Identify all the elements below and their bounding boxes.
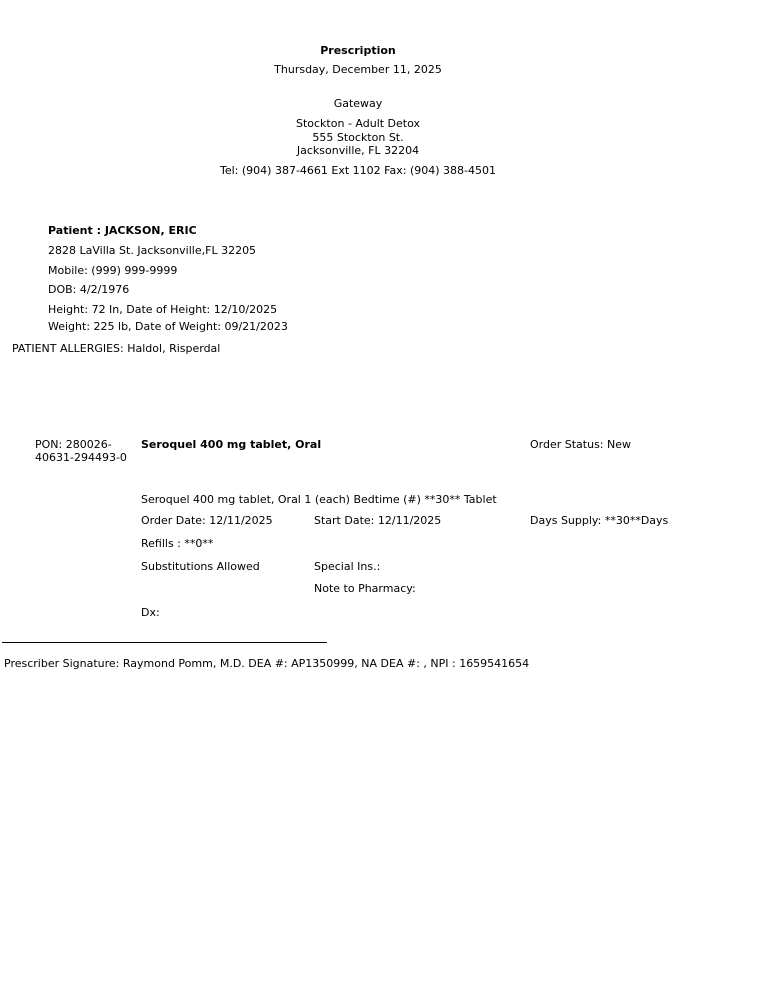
facility-city: Jacksonville, FL 32204 <box>296 144 420 157</box>
page-title: Prescription <box>320 44 396 57</box>
facility-phone: Tel: (904) 387-4661 Ext 1102 Fax: (904) 388-4501 <box>220 164 496 177</box>
order-status: Order Status: New <box>530 438 632 451</box>
diagnosis: Dx: <box>141 606 160 619</box>
facility-street: 555 Stockton St. <box>312 131 404 144</box>
prescription-date: Thursday, December 11, 2025 <box>274 63 442 76</box>
pon-line-2: 40631-294493-0 <box>35 451 127 464</box>
patient-dob: DOB: 4/2/1976 <box>48 283 130 296</box>
facility-name: Stockton - Adult Detox <box>295 117 421 130</box>
patient-mobile: Mobile: (999) 999-9999 <box>48 264 178 277</box>
patient-allergies: PATIENT ALLERGIES: Haldol, Risperdal <box>12 342 221 355</box>
prescriber-signature: Prescriber Signature: Raymond Pomm, M.D. DEA #: AP1350999, NA DEA #: , NPI : 1659541654 <box>4 657 530 670</box>
signature-line <box>2 642 327 643</box>
substitutions: Substitutions Allowed <box>141 560 260 573</box>
patient-height: Height: 72 In, Date of Height: 12/10/2025 <box>48 303 278 316</box>
patient-address: 2828 LaVilla St. Jacksonville,FL 32205 <box>48 244 257 257</box>
patient-weight: Weight: 225 lb, Date of Weight: 09/21/2023 <box>48 320 288 333</box>
sig-instructions: Seroquel 400 mg tablet, Oral 1 (each) Bedtime (#) **30** Tablet <box>141 493 497 506</box>
patient-name: Patient : JACKSON, ERIC <box>48 224 197 237</box>
days-supply: Days Supply: **30**Days <box>530 514 669 527</box>
order-date: Order Date: 12/11/2025 <box>141 514 273 527</box>
pon-line-1: PON: 280026- <box>35 438 112 451</box>
note-to-pharmacy: Note to Pharmacy: <box>314 582 416 595</box>
refills: Refills : **0** <box>141 537 214 550</box>
start-date: Start Date: 12/11/2025 <box>314 514 442 527</box>
organization-name: Gateway <box>333 97 383 110</box>
drug-name: Seroquel 400 mg tablet, Oral <box>141 438 322 451</box>
special-instructions: Special Ins.: <box>314 560 381 573</box>
